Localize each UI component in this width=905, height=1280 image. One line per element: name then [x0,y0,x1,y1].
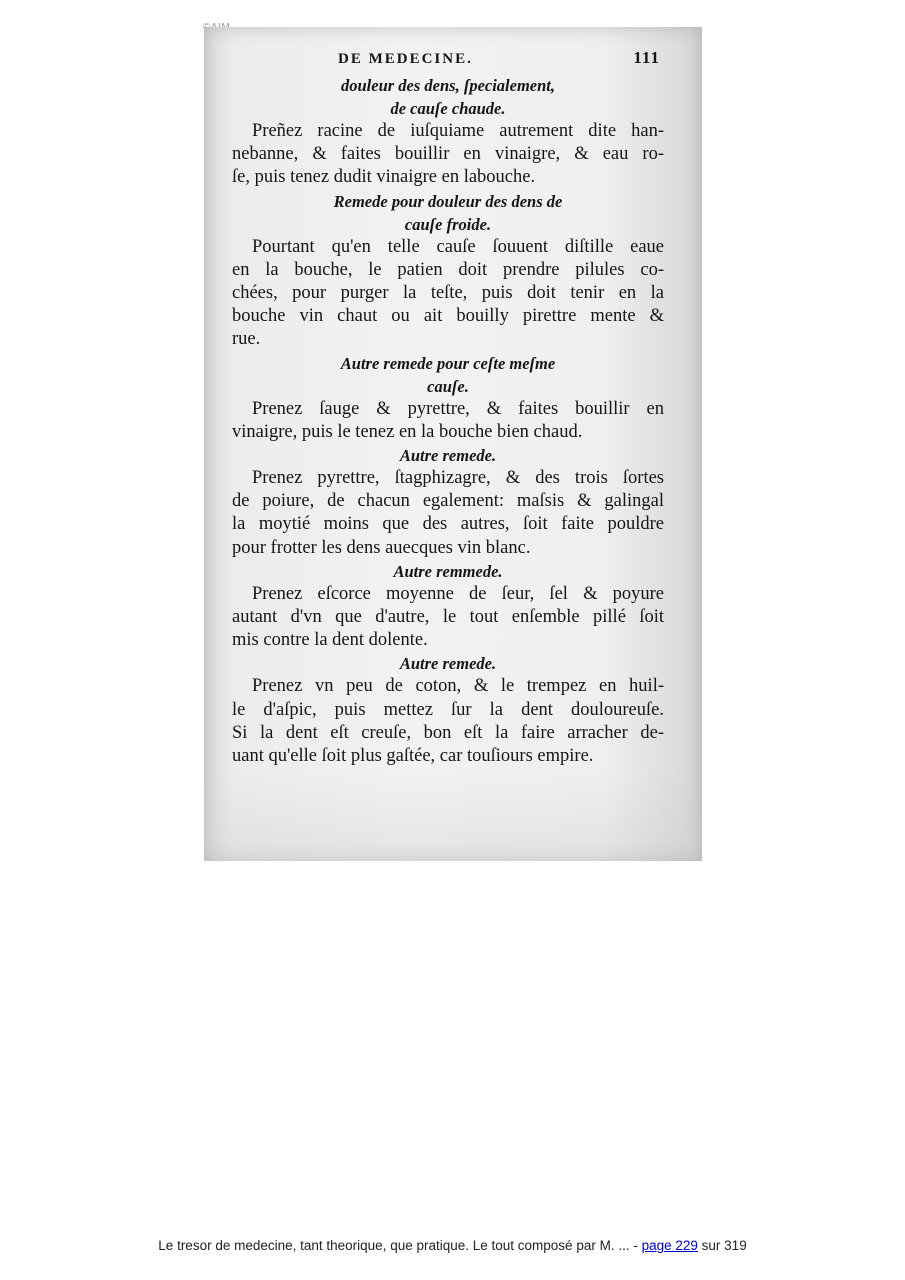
text-line: pour frotter les dens auecques vin blanc. [232,537,531,558]
text-line: autant d'vn que d'autre, le tout enſemble pillé ſoit [232,607,664,628]
paragraph [232,467,664,560]
text-line: Autre remede pour ceſte meſme [340,353,556,373]
text-line: nebanne, & faites bouillir en vinaigre, & eau ro- [232,144,664,165]
text-line: Autre remmede. [393,561,503,581]
text-line: ſe, puis tenez dudit vinaigre en labouche. [232,167,536,188]
text-line: douleur des dens, ſpecialement, [340,76,556,95]
text-line: Prenez ſauge & pyrettre, & faites bouillir en [252,398,664,419]
section-heading [232,190,664,236]
page-link[interactable]: page 229 [641,1238,698,1253]
text-line: cauſe froide. [404,214,492,234]
running-head-title: DE MEDECINE. [338,51,473,67]
text-line: vinaigre, puis le tenez en la bouche bien chaud. [232,421,583,442]
footer [0,1238,905,1253]
text-line: cauſe. [427,376,469,396]
running-head [232,48,664,72]
text-line: Pourtant qu'en telle cauſe ſouuent diſtille eaue [252,236,664,257]
text-line: Prenez eſcorce moyenne de ſeur, ſel & poyure [252,583,664,604]
text-line: Autre remede. [399,654,497,674]
section-heading [232,560,664,583]
page-number: 111 [633,48,660,67]
text-line: Prenez vn peu de coton, & le trempez en huil- [252,676,664,697]
footer-suffix: sur 319 [701,1238,747,1253]
text-line: Remede pour douleur des dens de [333,191,563,211]
text-line: Preñez racine de iuſquiame autrement dite han- [252,121,664,141]
text-line: rue. [232,329,261,350]
text-line: Prenez pyrettre, ſtagphizagre, & des trois ſortes [252,468,664,489]
text-line: en la bouche, le patien doit prendre pilules co- [232,259,664,280]
text-line: bouche vin chaut ou ait bouilly pirettre mente & [232,306,664,327]
text-blocks [232,74,664,768]
text-line: le d'aſpic, puis mettez ſur la dent douloureuſe. [232,699,664,720]
section-heading [232,352,664,398]
text-line: de poiure, de chacun egalement: maſsis & galingal [232,491,664,512]
paragraph [232,120,664,190]
section-heading [232,74,664,120]
text-line: de cauſe chaude. [390,99,506,118]
section-heading [232,652,664,675]
paragraph [232,236,664,352]
text-line: Autre remede. [399,446,497,466]
text-line: chées, pour purger la teſte, puis doit tenir en la [232,283,664,304]
paragraph [232,398,664,444]
paragraph [232,675,664,768]
paragraph [232,583,664,653]
page-text [232,48,664,768]
text-line: Si la dent eſt creuſe, bon eſt la faire arracher de- [232,722,664,743]
text-line: mis contre la dent dolente. [232,630,428,651]
footer-title: Le tresor de medecine, tant theorique, que pratique. Le tout composé par M. ... - [158,1238,638,1253]
section-heading [232,444,664,467]
text-line: la moytié moins que des autres, ſoit faite pouldre [232,514,664,535]
text-line: uant qu'elle ſoit plus gaſtée, car touſiours empire. [232,746,594,767]
